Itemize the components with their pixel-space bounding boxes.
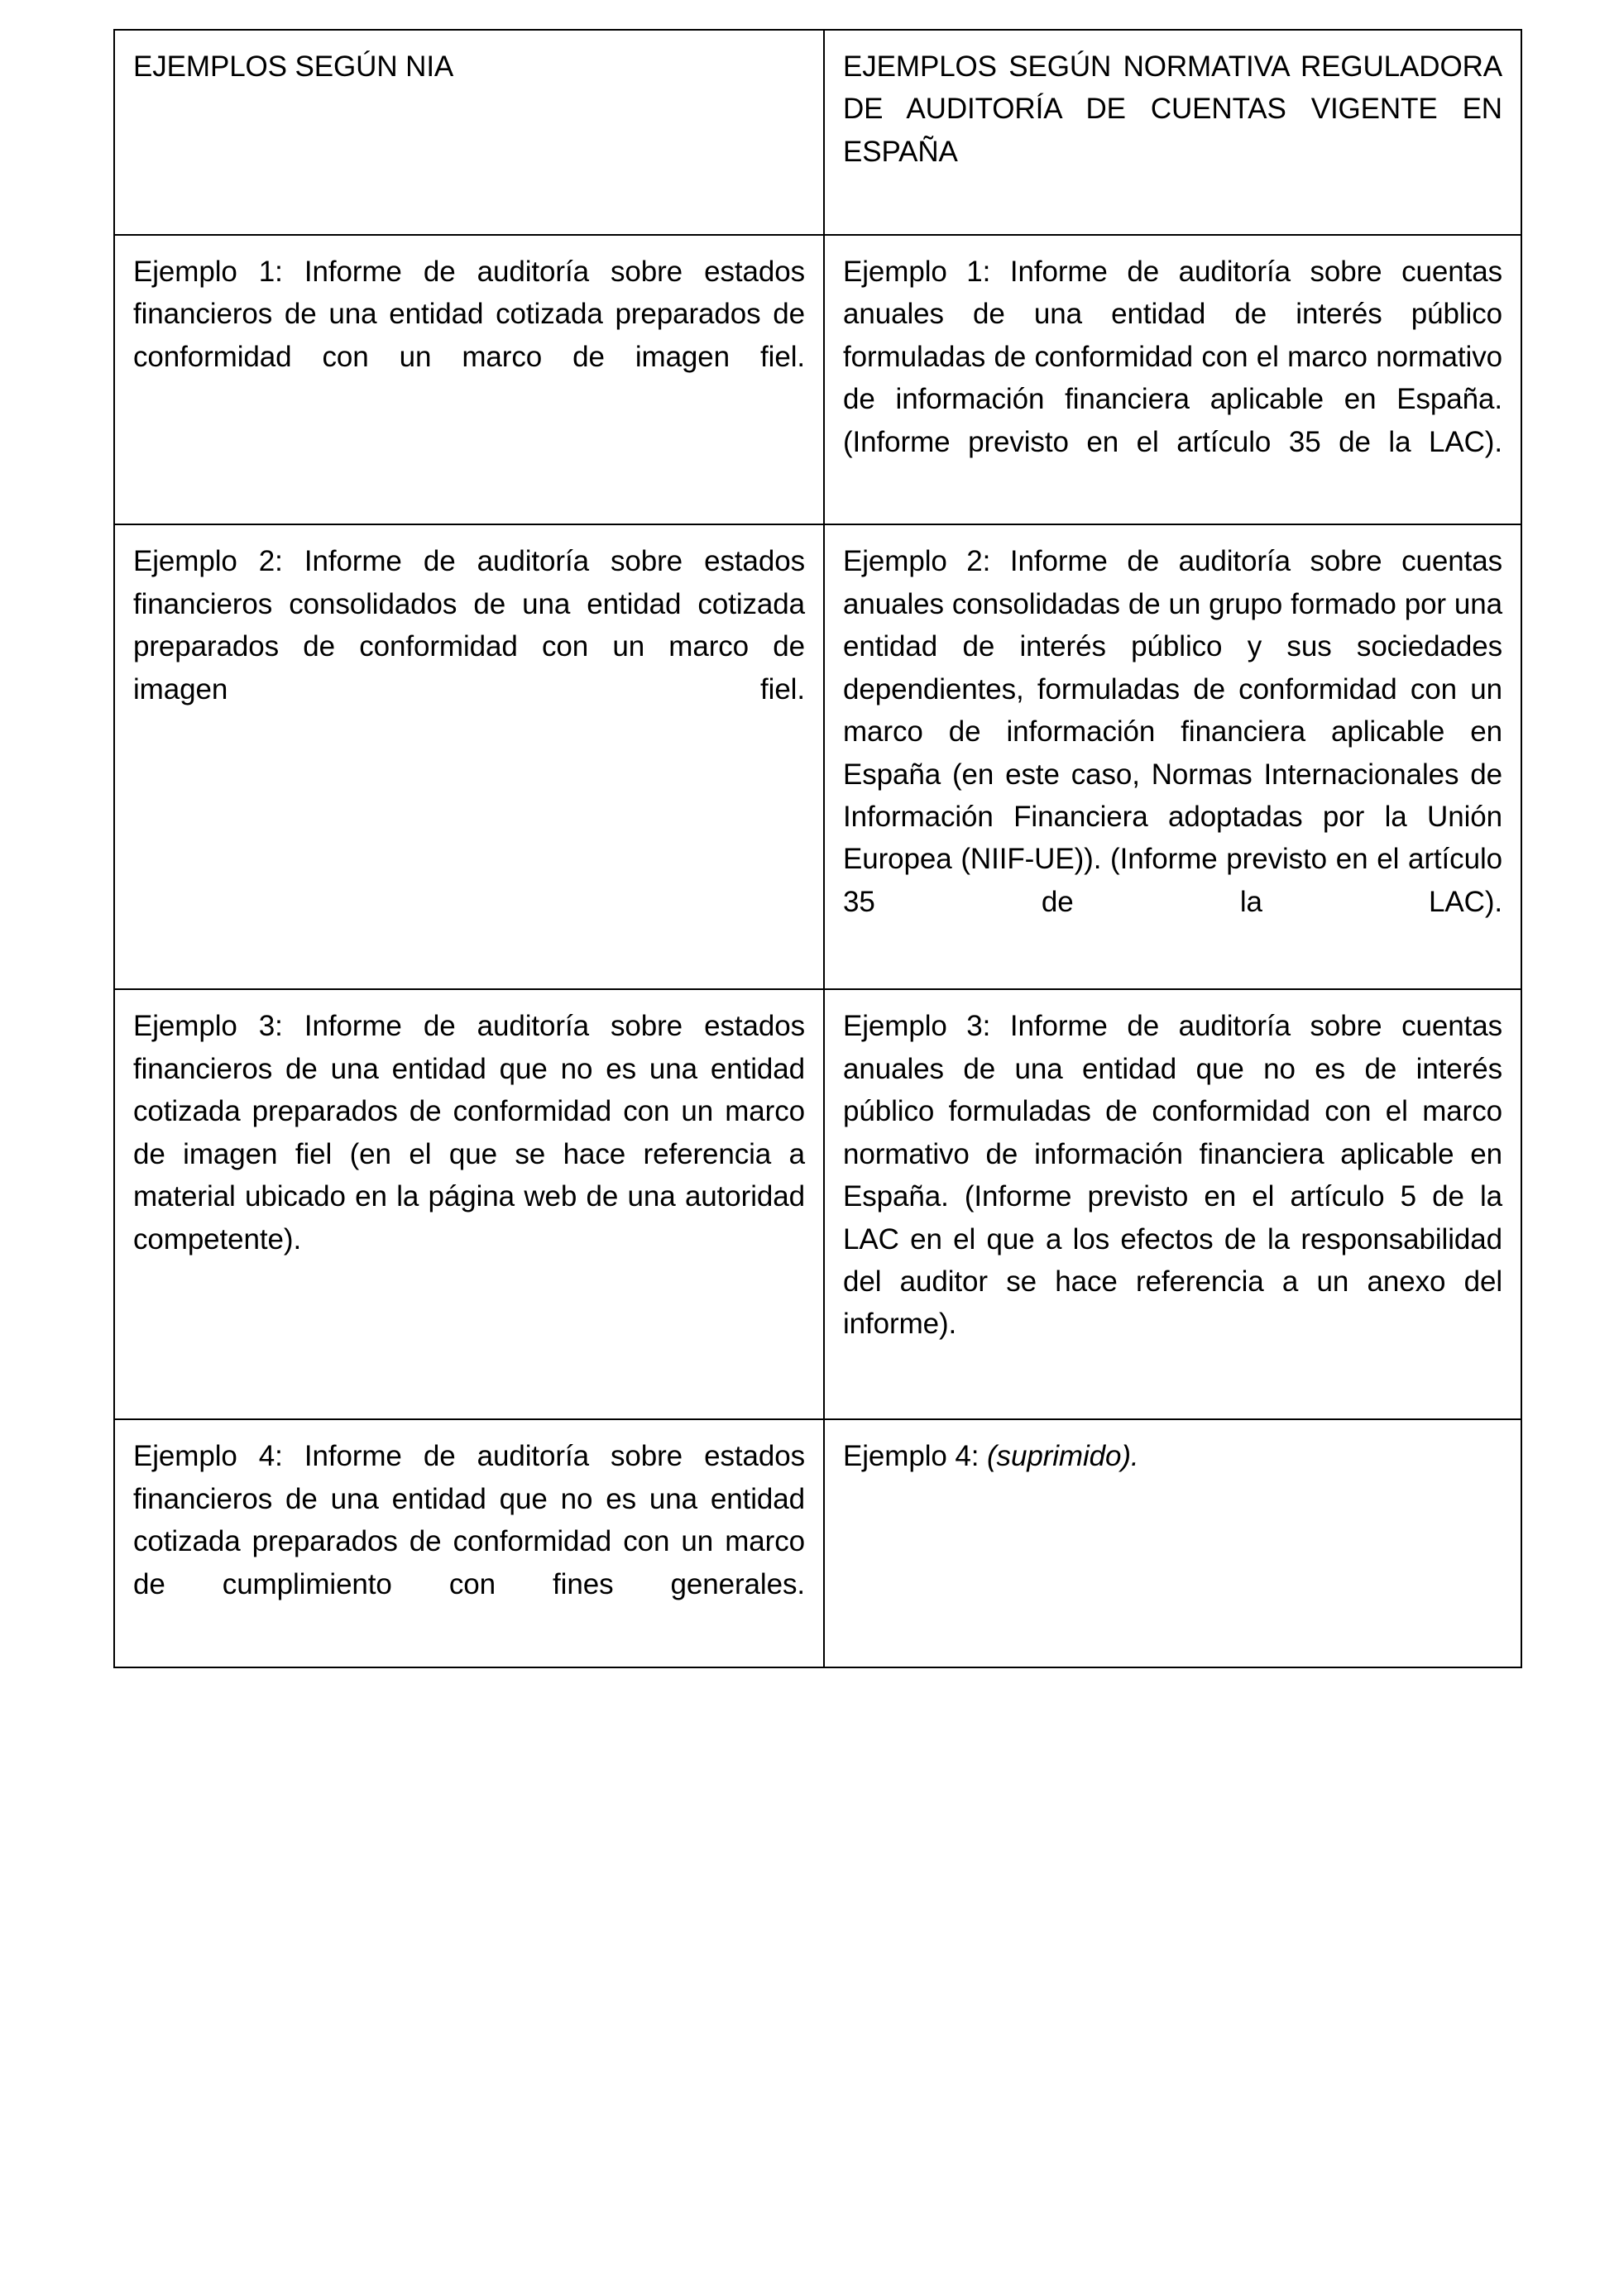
- cell-ejemplo-4-espana: [824, 1419, 1521, 1667]
- cell-ejemplo-2-nia: [114, 524, 824, 989]
- header-label-nia: EJEMPLOS SEGÚN NIA: [133, 50, 454, 83]
- table-row: [114, 989, 1521, 1419]
- table-row: [114, 524, 1521, 989]
- cell-text-ejemplo-3-espana: Ejemplo 3: Informe de auditoría sobre cuentas anuales de una entidad que no es de interés público formuladas de conformidad con el marco normativo de información financiera aplicable en España. (Informe previsto en el artículo 5 de la LAC en el que a los efectos de la responsabilidad del auditor se hace referencia a un anexo del informe).: [843, 1010, 1502, 1341]
- cell-ejemplo-4-nia: [114, 1419, 824, 1667]
- cell-text-ejemplo-1-espana: Ejemplo 1: Informe de auditoría sobre cuentas anuales de una entidad de interés público formuladas de conformidad con el marco normativo de información financiera aplicable en España. (Informe previsto en el artículo 35 de la LAC).: [843, 255, 1502, 458]
- cell-ejemplo-1-espana: [824, 235, 1521, 525]
- header-label-espana: EJEMPLOS SEGÚN NORMATIVA REGULADORA DE AUDITORÍA DE CUENTAS VIGENTE EN ESPAÑA: [843, 50, 1502, 168]
- cell-text-ejemplo-4-espana-prefix: Ejemplo 4:: [843, 1440, 987, 1473]
- cell-ejemplo-3-espana: [824, 989, 1521, 1419]
- cell-text-ejemplo-2-espana: Ejemplo 2: Informe de auditoría sobre cuentas anuales consolidadas de un grupo formado por una entidad de interés público y sus sociedades dependientes, formuladas de conformidad con un marco de información financiera aplicable en España (en este caso, Normas Internacionales de Información Financiera adoptadas por la Unión Europea (NIIF-UE)). (Informe previsto en el artículo 35 de la LAC).: [843, 545, 1502, 918]
- table-header-row: [114, 30, 1521, 235]
- header-cell-espana: [824, 30, 1521, 235]
- cell-text-ejemplo-2-nia: Ejemplo 2: Informe de auditoría sobre estados financieros consolidados de una entidad cotizada preparados de conformidad con un marco de imagen fiel.: [133, 545, 805, 706]
- cell-text-ejemplo-1-nia: Ejemplo 1: Informe de auditoría sobre estados financieros de una entidad cotizada preparados de conformidad con un marco de imagen fiel.: [133, 255, 805, 373]
- cell-ejemplo-2-espana: [824, 524, 1521, 989]
- cell-ejemplo-3-nia: [114, 989, 824, 1419]
- table-row: [114, 235, 1521, 525]
- table-row: [114, 1419, 1521, 1667]
- cell-text-ejemplo-4-espana: [843, 1435, 1502, 1477]
- examples-table-container: [113, 29, 1521, 1668]
- header-cell-nia: [114, 30, 824, 235]
- examples-table: [113, 29, 1522, 1668]
- cell-text-ejemplo-4-nia: Ejemplo 4: Informe de auditoría sobre estados financieros de una entidad que no es una entidad cotizada preparados de conformidad con un marco de cumplimiento con fines generales.: [133, 1440, 805, 1600]
- cell-ejemplo-1-nia: [114, 235, 824, 525]
- cell-text-ejemplo-4-espana-italic: (suprimido).: [987, 1440, 1139, 1473]
- cell-text-ejemplo-3-nia: Ejemplo 3: Informe de auditoría sobre estados financieros de una entidad que no es una entidad cotizada preparados de conformidad con un marco de imagen fiel (en el que se hace referencia a material ubicado en la página web de una autoridad competente).: [133, 1010, 805, 1256]
